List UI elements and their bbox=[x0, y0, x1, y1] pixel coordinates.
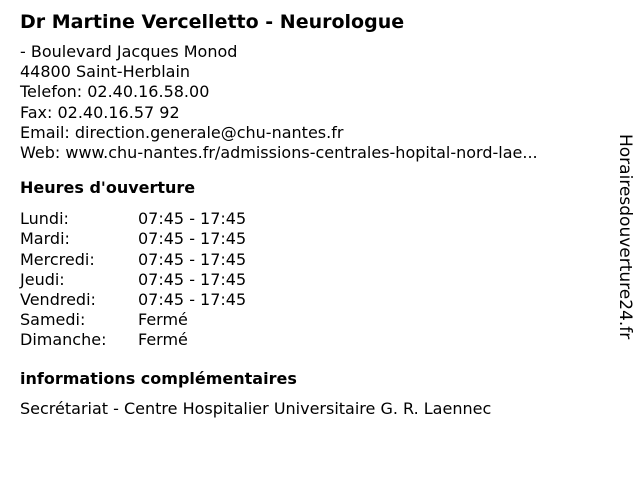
day-label: Vendredi: bbox=[20, 289, 96, 309]
day-hours: 07:45 - 17:45 bbox=[138, 229, 247, 249]
day-label: Samedi: bbox=[20, 310, 86, 330]
site-brand-watermark: Horairesdouverture24.fr bbox=[615, 134, 635, 340]
day-label: Dimanche: bbox=[20, 330, 107, 350]
day-hours: Fermé bbox=[138, 330, 188, 350]
day-label: Lundi: bbox=[20, 209, 69, 229]
hours-row-thursday bbox=[20, 270, 610, 290]
address-city: 44800 Saint-Herblain bbox=[20, 62, 191, 82]
hours-row-monday bbox=[20, 209, 610, 229]
hours-row-friday bbox=[20, 290, 610, 310]
hours-row-sunday bbox=[20, 330, 610, 350]
phone-number: Telefon: 02.40.16.58.00 bbox=[20, 82, 210, 102]
day-hours: 07:45 - 17:45 bbox=[138, 249, 247, 269]
day-hours: Fermé bbox=[138, 310, 188, 330]
website-url: Web: www.chu-nantes.fr/admissions-centrales-hopital-nord-lae... bbox=[20, 143, 538, 163]
fax-number: Fax: 02.40.16.57 92 bbox=[20, 102, 180, 122]
day-hours: 07:45 - 17:45 bbox=[138, 209, 247, 229]
day-hours: 07:45 - 17:45 bbox=[138, 269, 247, 289]
additional-info-heading: informations complémentaires bbox=[20, 368, 297, 388]
opening-hours-heading: Heures d'ouverture bbox=[20, 178, 196, 198]
doctor-title: Dr Martine Vercelletto - Neurologue bbox=[20, 11, 405, 33]
opening-hours-table bbox=[20, 209, 610, 350]
day-label: Mardi: bbox=[20, 229, 70, 249]
listing-content bbox=[20, 10, 610, 419]
contact-block bbox=[20, 42, 610, 163]
hours-row-saturday bbox=[20, 310, 610, 330]
day-hours: 07:45 - 17:45 bbox=[138, 289, 247, 309]
additional-info-text: Secrétariat - Centre Hospitalier Universitaire G. R. Laennec bbox=[20, 398, 492, 418]
hours-row-tuesday bbox=[20, 229, 610, 249]
day-label: Jeudi: bbox=[20, 269, 65, 289]
email-address: Email: direction.generale@chu-nantes.fr bbox=[20, 122, 344, 142]
day-label: Mercredi: bbox=[20, 249, 95, 269]
hours-row-wednesday bbox=[20, 250, 610, 270]
address-street: - Boulevard Jacques Monod bbox=[20, 42, 238, 61]
